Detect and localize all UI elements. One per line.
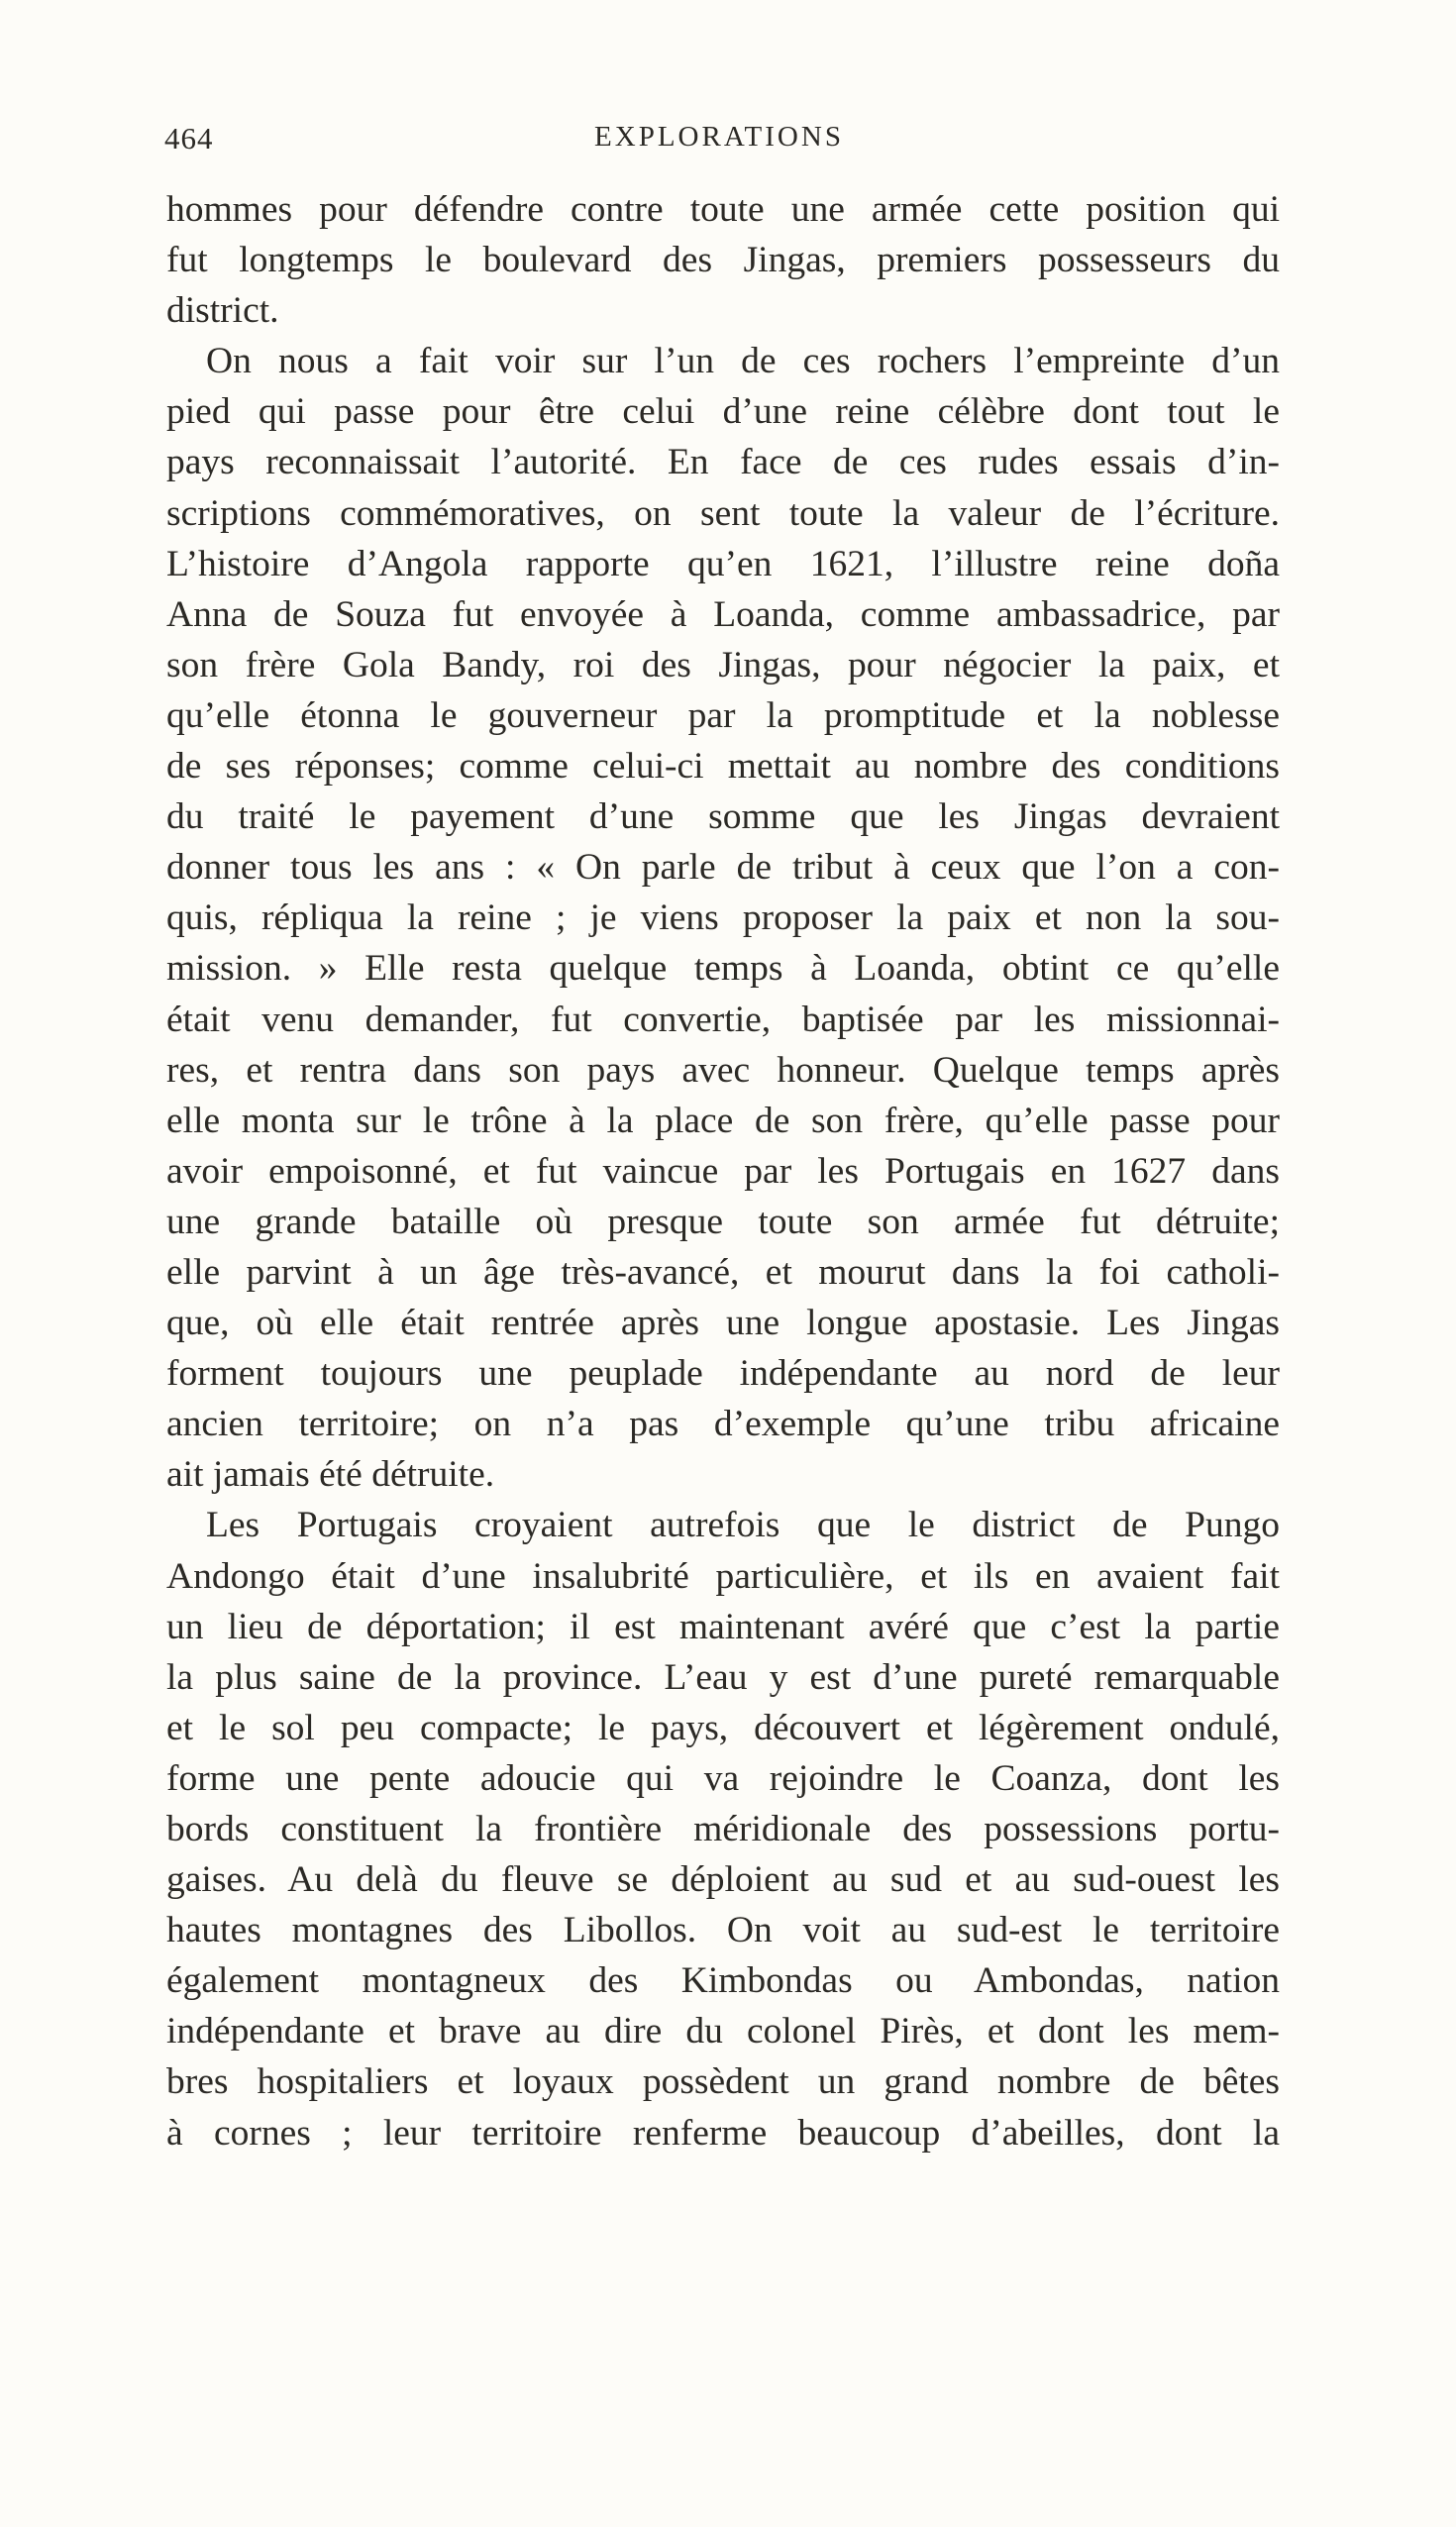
page-number: 464: [164, 121, 214, 156]
text-line: que, où elle était rentrée après une longue apostasie. Les Jingas: [166, 1303, 1280, 1344]
text-line: mission. » Elle resta quelque temps à Loanda, obtint ce qu’elle: [166, 948, 1280, 990]
text-line: donner tous les ans : « On parle de tribut à ceux que l’on a con-: [166, 847, 1280, 889]
text-line: hommes pour défendre contre toute une armée cette position qui: [166, 189, 1280, 230]
text-line: forme une pente adoucie qui va rejoindre le Coanza, dont les: [166, 1757, 1280, 1799]
text-line: forment toujours une peuplade indépendante au nord de leur: [166, 1353, 1280, 1395]
running-title: EXPLORATIONS: [594, 121, 844, 153]
text-line: Anna de Souza fut envoyée à Loanda, comme ambassadrice, par: [166, 593, 1280, 635]
text-line: ait jamais été détruite.: [166, 1454, 495, 1496]
text-line: scriptions commémoratives, on sent toute la valeur de l’écriture.: [166, 492, 1280, 534]
text-line: une grande bataille où presque toute son armée fut détruite;: [166, 1201, 1280, 1242]
text-line: bords constituent la frontière méridionale des possessions portu-: [166, 1809, 1280, 1849]
text-line: son frère Gola Bandy, roi des Jingas, pour négocier la paix, et: [166, 644, 1280, 685]
text-line: était venu demander, fut convertie, baptisée par les missionnai-: [166, 999, 1280, 1040]
text-line: hautes montagnes des Libollos. On voit au sud-est le territoire: [166, 1910, 1280, 1951]
text-line: indépendante et brave au dire du colonel Pirès, et dont les mem-: [166, 2011, 1280, 2053]
text-line: elle parvint à un âge très-avancé, et mourut dans la foi catholi-: [166, 1251, 1280, 1293]
text-line: district.: [166, 290, 279, 332]
text-line: On nous a fait voir sur l’un de ces rochers l’empreinte d’un: [206, 341, 1280, 382]
text-line: de ses réponses; comme celui-ci mettait au nombre des conditions: [166, 746, 1280, 788]
text-line: la plus saine de la province. L’eau y est d’une pureté remarquable: [166, 1656, 1280, 1698]
text-line: avoir empoisonné, et fut vaincue par les Portugais en 1627 dans: [166, 1150, 1280, 1192]
text-line: un lieu de déportation; il est maintenant avéré que c’est la partie: [166, 1606, 1280, 1647]
text-line: elle monta sur le trône à la place de son frère, qu’elle passe pour: [166, 1100, 1280, 1141]
text-line: pied qui passe pour être celui d’une reine célèbre dont tout le: [166, 391, 1280, 433]
text-line: gaises. Au delà du fleuve se déploient au sud et au sud-ouest les: [166, 1859, 1280, 1901]
body-text: [166, 184, 1280, 2158]
text-line: res, et rentra dans son pays avec honneur. Quelque temps après: [166, 1049, 1280, 1091]
running-head: [164, 121, 1274, 160]
text-line: ancien territoire; on n’a pas d’exemple qu’une tribu africaine: [166, 1404, 1280, 1445]
text-line: L’histoire d’Angola rapporte qu’en 1621, l’illustre reine doña: [166, 543, 1280, 584]
text-line: fut longtemps le boulevard des Jingas, premiers possesseurs du: [166, 240, 1280, 281]
text-line: du traité le payement d’une somme que les Jingas devraient: [166, 796, 1280, 838]
text-line: également montagneux des Kimbondas ou Ambondas, nation: [166, 1960, 1280, 2002]
text-line: à cornes ; leur territoire renferme beaucoup d’abeilles, dont la: [166, 2112, 1280, 2154]
text-line: pays reconnaissait l’autorité. En face de ces rudes essais d’in-: [166, 442, 1280, 483]
text-line: bres hospitaliers et loyaux possèdent un grand nombre de bêtes: [166, 2061, 1280, 2103]
text-line: et le sol peu compacte; le pays, découvert et légèrement ondulé,: [166, 1707, 1280, 1748]
text-line: Andongo était d’une insalubrité particulière, et ils en avaient fait: [166, 1555, 1280, 1597]
text-line: quis, répliqua la reine ; je viens proposer la paix et non la sou-: [166, 897, 1280, 939]
text-line: Les Portugais croyaient autrefois que le district de Pungo: [206, 1505, 1280, 1546]
text-line: qu’elle étonna le gouverneur par la promptitude et la noblesse: [166, 694, 1280, 736]
